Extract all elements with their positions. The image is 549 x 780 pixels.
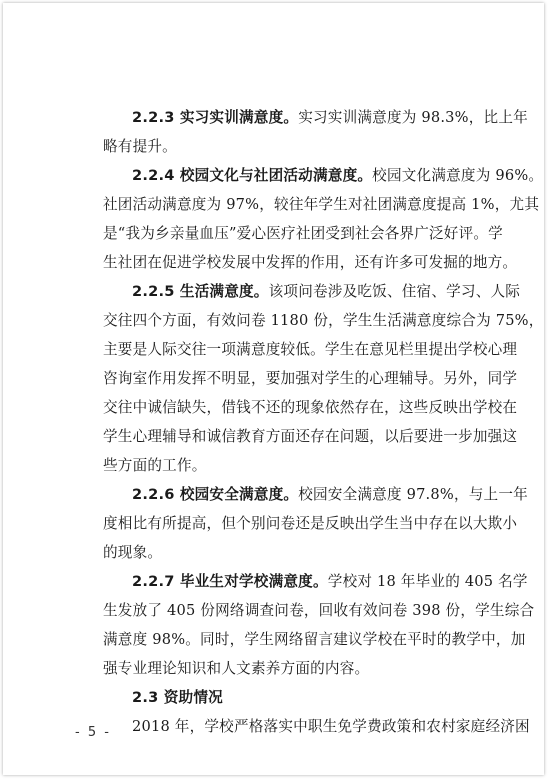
paragraph-line: 社团活动满意度为 97%，较往年学生对社团满意度提高 1%，尤其 (103, 196, 540, 213)
paragraph-line (103, 103, 528, 132)
section-heading: 2.3 资助情况 (132, 689, 223, 706)
paragraph-line (103, 712, 530, 741)
paragraph-line: 的现象。 (103, 544, 163, 561)
paragraph-text: 校园安全满意度 97.8%，与上一年 (298, 486, 528, 503)
paragraph-line (103, 277, 521, 306)
paragraph-line: 交往中诚信缺失，借钱不还的现象依然存在，这些反映出学校在 (103, 399, 518, 416)
paragraph-text: 校园文化满意度为 96%。 (372, 167, 544, 184)
paragraph-line: 度相比有所提高，但个别问卷还是反映出学生当中存在以大欺小 (103, 515, 518, 532)
paragraph-line: 生社团在促进学校发展中发挥的作用，还有许多可发掘的地方。 (103, 254, 518, 271)
page-content (103, 103, 544, 741)
paragraph-heading: 2.2.6 校园安全满意度。 (132, 486, 299, 503)
paragraph-text: 该项问卷涉及吃饭、住宿、学习、人际 (268, 283, 521, 300)
paragraph-line: 些方面的工作。 (103, 457, 207, 474)
paragraph-heading: 2.2.4 校园文化与社团活动满意度。 (132, 167, 373, 184)
paragraph-line: 生发放了 405 份网络调查问卷，回收有效问卷 398 份，学生综合 (103, 602, 535, 619)
paragraph-line (103, 161, 544, 190)
paragraph-line: 交往四个方面，有效问卷 1180 份，学生生活满意度综合为 75%， (103, 312, 544, 329)
paragraph-line: 强专业理论知识和人文素养方面的内容。 (103, 660, 370, 677)
paragraph-text: 学校对 18 年毕业的 405 名学 (327, 573, 528, 590)
paragraph-line: 满意度 98%。同时，学生网络留言建议学校在平时的教学中，加 (103, 631, 526, 648)
section-heading-line (103, 683, 493, 712)
paragraph-heading: 2.2.5 生活满意度。 (132, 283, 269, 300)
paragraph-text: 实习实训满意度为 98.3%，比上年 (298, 109, 528, 126)
page-number: - 5 - (75, 725, 111, 740)
paragraph-text: 2018 年，学校严格落实中职生免学费政策和农村家庭经济困 (132, 718, 530, 735)
paragraph-line: 咨询室作用发挥不明显，要加强对学生的心理辅导。另外，同学 (103, 370, 518, 387)
paragraph-heading: 2.2.3 实习实训满意度。 (132, 109, 299, 126)
paragraph-heading: 2.2.7 毕业生对学校满意度。 (132, 573, 328, 590)
paragraph-line (103, 567, 528, 596)
paragraph-line: 是“我为乡亲量血压”爱心医疗社团受到社会各界广泛好评。学 (103, 225, 503, 242)
paragraph-line: 主要是人际交往一项满意度较低。学生在意见栏里提出学校心理 (103, 341, 518, 358)
paragraph-line (103, 480, 528, 509)
paragraph-line: 学生心理辅导和诚信教育方面还存在问题，以后要进一步加强这 (103, 428, 518, 445)
paragraph-line: 略有提升。 (103, 138, 177, 155)
document-page (3, 3, 544, 775)
